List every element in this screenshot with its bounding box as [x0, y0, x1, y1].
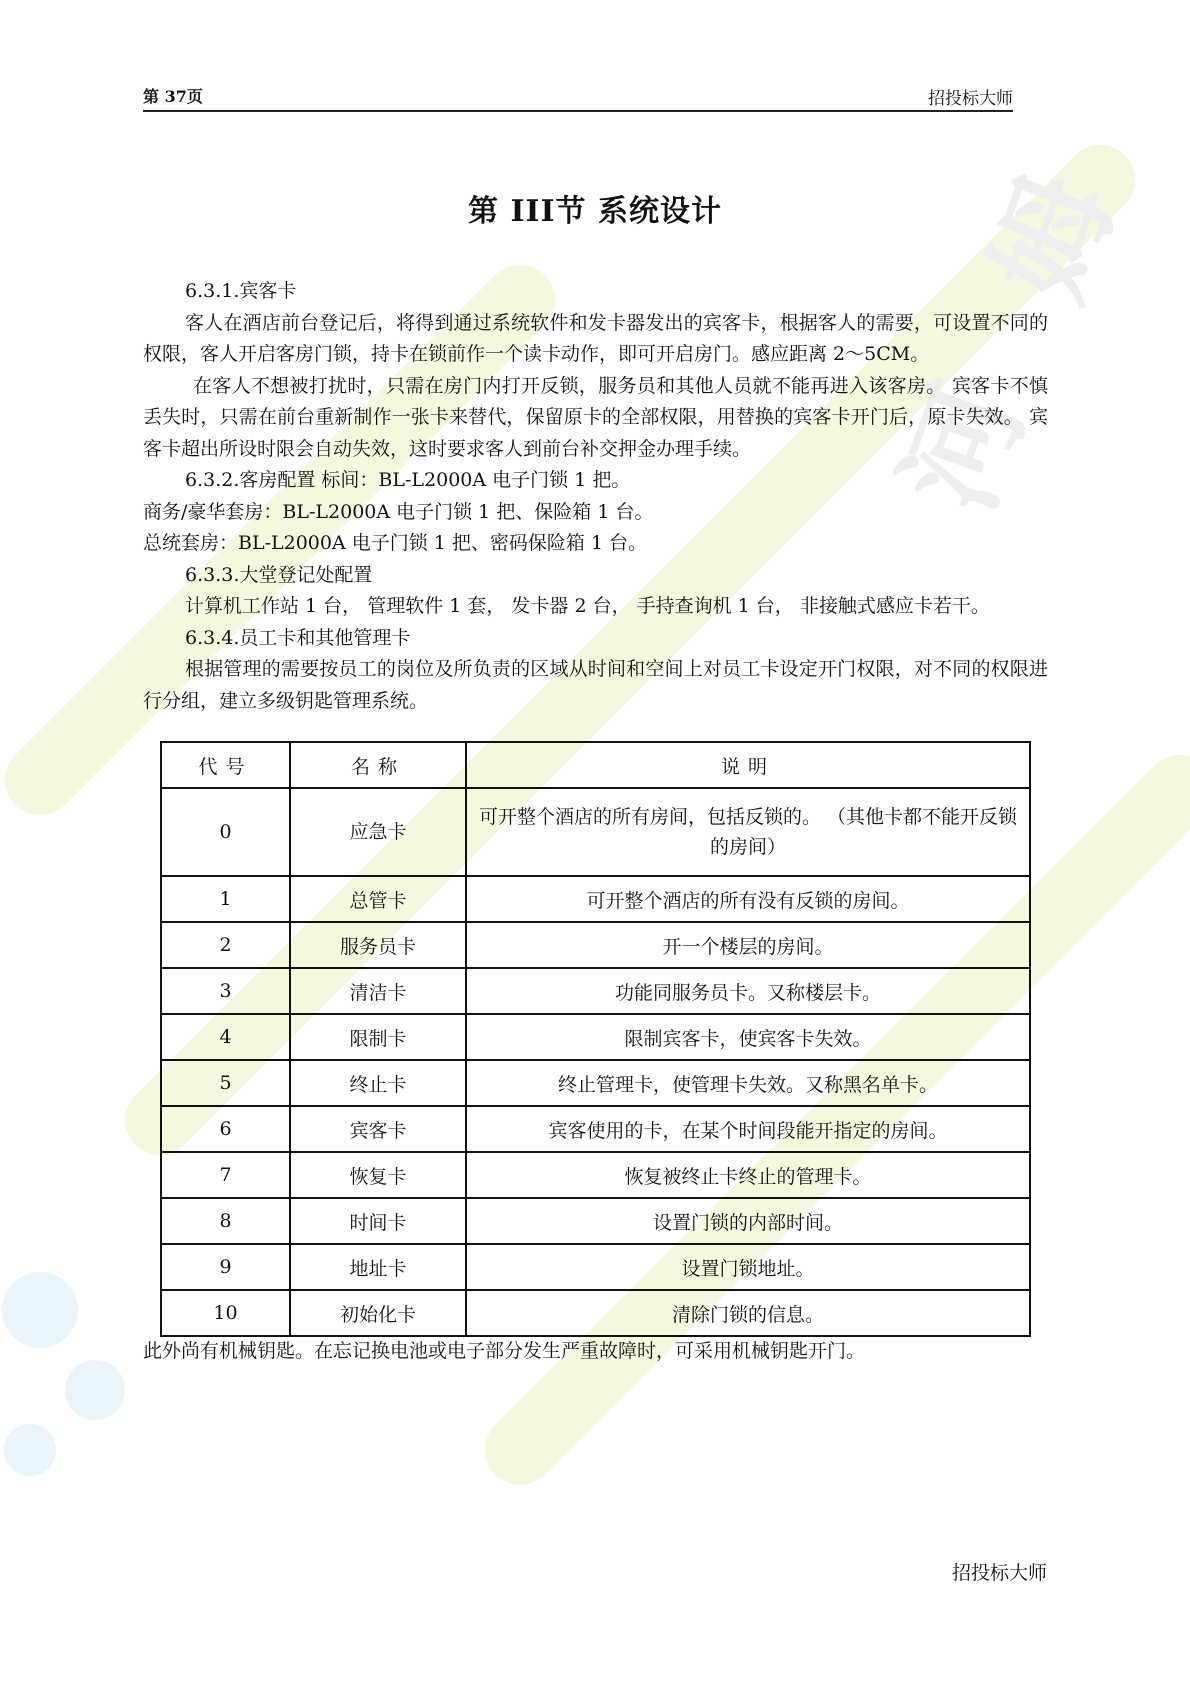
table-row — [161, 1152, 1030, 1198]
cell-name: 限制卡 — [290, 1014, 466, 1060]
table-row — [161, 1244, 1030, 1290]
table-row — [161, 1106, 1030, 1152]
table-row — [161, 1014, 1030, 1060]
card-types-table — [160, 741, 1031, 1337]
cell-description: 功能同服务员卡。又称楼层卡。 — [466, 968, 1030, 1014]
paragraph: 总统套房：BL-L2000A 电子门锁 1 把、密码保险箱 1 台。 — [143, 532, 648, 554]
cell-name: 终止卡 — [290, 1060, 466, 1106]
cell-description: 终止管理卡，使管理卡失效。又称黑名单卡。 — [466, 1060, 1030, 1106]
body-text — [143, 276, 1048, 717]
header-name: 名称 — [290, 742, 466, 788]
cell-name: 服务员卡 — [290, 922, 466, 968]
cell-name: 应急卡 — [290, 788, 466, 876]
cell-code: 8 — [161, 1198, 290, 1244]
page-header — [143, 84, 1013, 112]
paragraph: 根据管理的需要按员工的岗位及所负责的区域从时间和空间上对员工卡设定开门权限，对不同的权限进行分组，建立多级钥匙管理系统。 — [143, 658, 1048, 712]
cell-code: 3 — [161, 968, 290, 1014]
footnote: 此外尚有机械钥匙。在忘记换电池或电子部分发生严重故障时，可采用机械钥匙开门。 — [143, 1340, 866, 1362]
footer-brand: 招投标大师 — [951, 1562, 1047, 1584]
cell-name: 时间卡 — [290, 1198, 466, 1244]
cell-name: 地址卡 — [290, 1244, 466, 1290]
paragraph: 商务/豪华套房：BL-L2000A 电子门锁 1 把、保险箱 1 台。 — [143, 500, 654, 523]
table-row — [161, 968, 1030, 1014]
cell-code: 9 — [161, 1244, 290, 1290]
section-title: 第 III节 系统设计 — [468, 194, 722, 229]
cell-description: 清除门锁的信息。 — [466, 1290, 1030, 1336]
svg-text:河: 河 — [879, 367, 1051, 529]
header-description: 说明 — [466, 742, 1030, 788]
paragraph: 客人在酒店前台登记后，将得到通过系统软件和发卡器发出的宾客卡，根据客人的需要，可设置不同的权限，客人开启客房门锁，持卡在锁前作一个读卡动作，即可开启房门。感应距离 2～5CM。 — [143, 311, 1048, 365]
cell-description: 恢复被终止卡终止的管理卡。 — [466, 1152, 1030, 1198]
cell-code: 10 — [161, 1290, 290, 1336]
paragraph: 6.3.4.员工卡和其他管理卡 — [185, 626, 411, 649]
cell-name: 宾客卡 — [290, 1106, 466, 1152]
page-number: 第 37页 — [143, 87, 203, 106]
cell-name: 总管卡 — [290, 876, 466, 922]
cell-code: 6 — [161, 1106, 290, 1152]
svg-text:姆: 姆 — [969, 157, 1141, 319]
paragraph: 6.3.1.宾客卡 — [185, 280, 297, 302]
cell-code: 1 — [161, 876, 290, 922]
cell-description: 限制宾客卡，使宾客卡失效。 — [466, 1014, 1030, 1060]
table-header-row — [161, 742, 1030, 788]
cell-description: 可开整个酒店的所有房间，包括反锁的。 （其他卡都不能开反锁的房间） — [466, 788, 1030, 876]
cell-name: 恢复卡 — [290, 1152, 466, 1198]
header-brand: 招投标大师 — [928, 89, 1013, 109]
table-row — [161, 876, 1030, 922]
cell-description: 开一个楼层的房间。 — [466, 922, 1030, 968]
table-row — [161, 1290, 1030, 1336]
table-row — [161, 1060, 1030, 1106]
paragraph: 计算机工作站 1 台， 管理软件 1 套， 发卡器 2 台， 手持查询机 1 台， 非接触式感应卡若干。 — [185, 595, 990, 617]
table-row — [161, 1198, 1030, 1244]
paragraph: 6.3.2.客房配置 标间：BL-L2000A 电子门锁 1 把。 — [185, 469, 631, 491]
cell-code: 7 — [161, 1152, 290, 1198]
cell-name: 清洁卡 — [290, 968, 466, 1014]
cell-code: 0 — [161, 788, 290, 876]
cell-description: 宾客使用的卡，在某个时间段能开指定的房间。 — [466, 1106, 1030, 1152]
table-row — [161, 922, 1030, 968]
header-code: 代号 — [161, 742, 290, 788]
cell-code: 2 — [161, 922, 290, 968]
cell-code: 4 — [161, 1014, 290, 1060]
paragraph: 在客人不想被打扰时，只需在房门内打开反锁，服务员和其他人员就不能再进入该客房。 宾客卡不慎丢失时，只需在前台重新制作一张卡来替代，保留原卡的全部权限，用替换的宾客卡开门后，原卡失效。 宾客卡超出所设时限会自动失效，这时要求客人到前台补交押金办理手续。 — [143, 374, 1048, 460]
cell-description: 可开整个酒店的所有没有反锁的房间。 — [466, 876, 1030, 922]
cell-name: 初始化卡 — [290, 1290, 466, 1336]
cell-code: 5 — [161, 1060, 290, 1106]
paragraph: 6.3.3.大堂登记处配置 — [185, 563, 373, 586]
cell-description: 设置门锁的内部时间。 — [466, 1198, 1030, 1244]
cell-description: 设置门锁地址。 — [466, 1244, 1030, 1290]
table-row — [161, 788, 1030, 876]
